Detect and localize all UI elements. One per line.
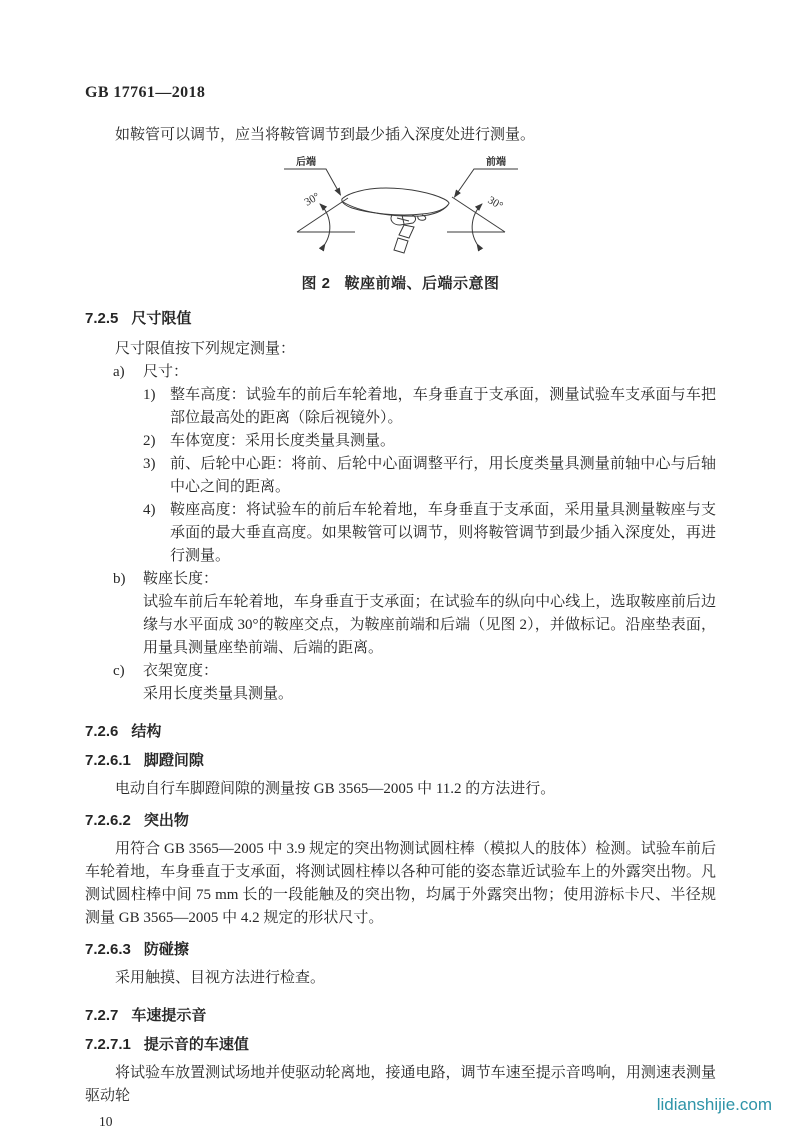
leader-line-front [454,169,518,197]
subitem-label: 3) [143,456,156,472]
section-title: 防碰擦 [143,941,189,958]
saddle-diagram-svg [276,155,526,259]
list-item-head: 尺寸： [143,364,189,380]
figure-2-caption [85,272,716,293]
rear-end-label: 后端 [295,157,316,168]
section-title: 结构 [131,723,162,740]
page-number: 10 [99,1114,113,1129]
subitem-label: 4) [143,502,156,518]
section-number: 7.2.7 [85,1007,119,1024]
body-paragraph: 采用触摸、目视方法进行检查。 [115,970,326,986]
subitem-label: 1) [143,387,156,403]
list-item-a [113,361,716,568]
heading-7-2-5 [85,309,716,328]
angle-left-label: 30° [302,190,322,209]
heading-7-2-6-2 [85,811,716,830]
figure-caption-number: 图 2 [301,275,331,292]
leader-line-rear [284,169,341,195]
list-item-body: 采用长度类量具测量。 [143,686,294,702]
heading-7-2-6-1 [85,751,716,770]
seat-post-upper [399,225,414,238]
saddle-rim-line [343,202,448,216]
list-item-head: 鞍座长度： [143,571,219,587]
list-subitem-4 [143,499,716,568]
list-subitem-1 [143,384,716,430]
list-item-label: c) [113,663,125,679]
section-title: 提示音的车速值 [143,1036,249,1053]
section-number: 7.2.5 [85,310,119,327]
list-item-label: b) [113,571,126,587]
heading-7-2-7-1 [85,1035,716,1054]
list-item-b [113,568,716,660]
list-item-label: a) [113,364,125,380]
list-item-head: 衣架宽度： [143,663,219,679]
section-title: 尺寸限值 [131,310,192,327]
section-number: 7.2.7.1 [85,1036,131,1053]
subitem-text: 前、后轮中心距：将前、后轮中心面调整平行，用长度类量具测量前轴中心与后轴中心之间的距离。 [170,456,716,495]
angle-arc-left [320,204,330,244]
standard-number: GB 17761—2018 [85,84,206,101]
section-title: 车速提示音 [131,1007,207,1024]
section-title: 脚蹬间隙 [143,752,204,769]
section-title: 突出物 [143,812,189,829]
subitem-text: 鞍座高度：将试验车的前后车轮着地，车身垂直于支承面，采用量具测量鞍座与支承面的最大垂直高度。如果鞍管可以调节，则将鞍管调节到最少插入深度处，再进行测量。 [170,502,716,564]
heading-7-2-6 [85,722,716,741]
subitem-text: 车体宽度：采用长度类量具测量。 [170,433,396,449]
lead-paragraph: 尺寸限值按下列规定测量： [115,341,296,357]
seat-post-lower [394,238,408,253]
subitem-label: 2) [143,433,156,449]
heading-7-2-7 [85,1006,716,1025]
figure-2 [85,155,716,293]
section-number: 7.2.6.2 [85,812,131,829]
front-end-label: 前端 [485,157,506,168]
saddle-shape [341,188,448,215]
angle-right-label: 30° [485,194,505,213]
body-paragraph: 将试验车放置测试场地并使驱动轮离地，接通电路，调节车速至提示音鸣响，用测速表测量驱动轮 [85,1065,716,1104]
list-item-body: 试验车前后车轮着地，车身垂直于支承面；在试验车的纵向中心线上，选取鞍座前后边缘与水平面成 30°的鞍座交点，为鞍座前端和后端（见图 2），并做标记。沿座垫表面，用量具测量座垫前端、后端的距离。 [143,594,716,656]
list-subitem-3 [143,453,716,499]
body-paragraph: 用符合 GB 3565—2005 中 3.9 规定的突出物测试圆柱棒（模拟人的肢体）检测。试验车前后车轮着地，车身垂直于支承面，将测试圆柱棒以各种可能的姿态靠近试验车上的外露突出物。凡测试圆柱棒中间 75 mm 长的一段能触及的突出物，均属于外露突出物；使用游标卡尺、半径规测量 GB 3565—2005 中 4.2 规定的形状尺寸。 [85,841,716,926]
figure-caption-title: 鞍座前端、后端示意图 [344,275,500,292]
body-paragraph: 电动自行车脚蹬间隙的测量按 GB 3565—2005 中 11.2 的方法进行。 [115,781,556,797]
watermark-text: lidianshijie.com [656,1095,772,1114]
intro-paragraph: 如鞍管可以调节，应当将鞍管调节到最少插入深度处进行测量。 [115,127,536,143]
section-number: 7.2.6.3 [85,941,131,958]
section-number: 7.2.6.1 [85,752,131,769]
list-subitem-2 [143,430,716,453]
section-number: 7.2.6 [85,723,119,740]
heading-7-2-6-3 [85,940,716,959]
list-item-c [113,660,716,706]
angle-arc-right [472,204,482,244]
subitem-text: 整车高度：试验车的前后车轮着地，车身垂直于支承面，测量试验车支承面与车把部位最高处的距离（除后视镜外）。 [170,387,716,426]
